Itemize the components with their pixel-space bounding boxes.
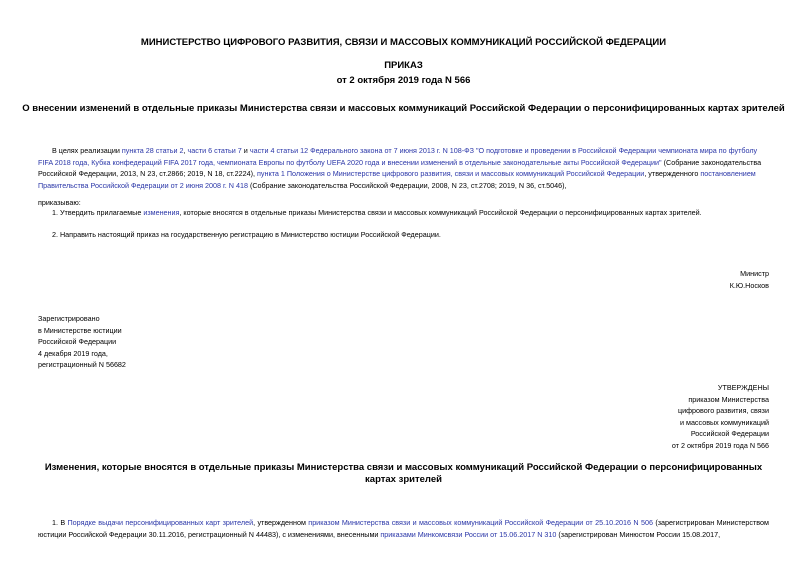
changes-text: (зарегистрирован Минюстом России 15.08.2017, [556,529,721,539]
preamble-text: (Собрание законодательства Российской Федерации, 2008, N 23, ст.2708; 2019, N 36, ст.5046), [247,180,567,190]
changes-paragraph-1 [38,517,769,540]
preamble-text: (Собрание законодательства Российской Федерации, 2013, N 23, ст.2866; 2019, N 18, ст.2224), [38,157,762,178]
preamble-paragraph [38,145,769,191]
registration-line: в Министерстве юстиции [38,325,122,335]
preamble-text: , утвержденного [644,169,701,178]
approval-block [672,382,769,451]
registration-block [38,313,126,371]
approval-line: УТВЕРЖДЕНЫ [717,383,769,392]
document-subject: О внесении изменений в отдельные приказы Министерства связи и массовых коммуникаций Российской Федерации о персонифицированных картах зрителей [22,103,785,114]
link-ministry-regulation[interactable]: пункта 1 Положения о Министерстве цифрового развития, связи и массовых коммуникаций Российской Федерации [257,169,645,178]
order-item-text: 1. Утвердить прилагаемые [52,208,144,217]
approval-line: от 2 октября 2019 года N 566 [671,440,769,450]
orders-intro: приказываю: [38,198,81,207]
preamble-text: и [241,146,250,155]
preamble-text: В целях реализации [52,146,122,155]
order-item-2: 2. Направить настоящий приказ на государственную регистрацию в Министерство юстиции Российской Федерации. [52,230,441,239]
document-date-number: от 2 октября 2019 года N 566 [336,75,471,86]
changes-text: 1. В [52,518,68,527]
signature-name: К.Ю.Носков [729,280,769,290]
preamble-text: , [183,146,188,155]
order-item-text: , которые вносятся в отдельные приказы Министерства связи и массовых коммуникаций Российской Федерации о персонифицированных картах зрителей. [179,208,702,217]
link-article-7[interactable]: части 6 статьи 7 [187,146,242,155]
signature-block [730,268,769,291]
approval-line: цифрового развития, связи [677,406,769,415]
link-federal-law-108[interactable]: части 4 статьи 12 Федерального закона от 7 июня 2013 г. N 108-ФЗ "О подготовке и проведении в Российской Федерации чемпионата мира по футболу FIFA 2018 года, Кубка конфедераций FIFA 2017 года, чемпионата Европы по футболу UEFA 2020 года и внесении изменений в отдельные законодательные акты Российской Федерации" [38,146,758,167]
changes-heading: Изменения, которые вносятся в отдельные приказы Министерства связи и массовых коммуникаций Российской Федерации о персонифицированных картах зрителей [44,462,763,485]
ministry-title: МИНИСТЕРСТВО ЦИФРОВОГО РАЗВИТИЯ, СВЯЗИ И МАССОВЫХ КОММУНИКАЦИЙ РОССИЙСКОЙ ФЕДЕРАЦИИ [140,37,667,48]
link-order-310[interactable]: приказами Минкомсвязи России от 15.06.2017 N 310 [380,529,557,539]
changes-text: , утвержденном [253,518,309,527]
link-article-28[interactable]: пункта 28 статьи 2 [121,146,184,155]
document-type: ПРИКАЗ [384,60,423,71]
approval-line: Российской Федерации [690,429,769,438]
registration-line: Зарегистрировано [38,314,100,323]
signature-title: Министр [740,269,769,278]
registration-line: Российской Федерации [38,337,117,346]
link-changes[interactable]: изменения [143,208,180,217]
link-issuance-procedure[interactable]: Порядке выдачи персонифицированных карт зрителей [67,518,254,527]
registration-line: регистрационный N 56682 [38,360,126,369]
link-government-decree-418[interactable]: постановлением Правительства Российской Федерации от 2 июня 2008 г. N 418 [38,169,756,190]
link-order-506[interactable]: приказом Министерства связи и массовых коммуникаций Российской Федерации от 25.10.2016 N 506 [308,518,653,527]
approval-line: приказом Министерства [688,394,769,404]
changes-text: (зарегистрирован Министерством юстиции Российской Федерации 30.11.2016, регистрационный N 44483), с изменениями, внесенными [38,518,769,539]
approval-line: и массовых коммуникаций [679,417,769,427]
registration-line: 4 декабря 2019 года, [38,348,108,358]
order-item-1 [52,207,769,219]
